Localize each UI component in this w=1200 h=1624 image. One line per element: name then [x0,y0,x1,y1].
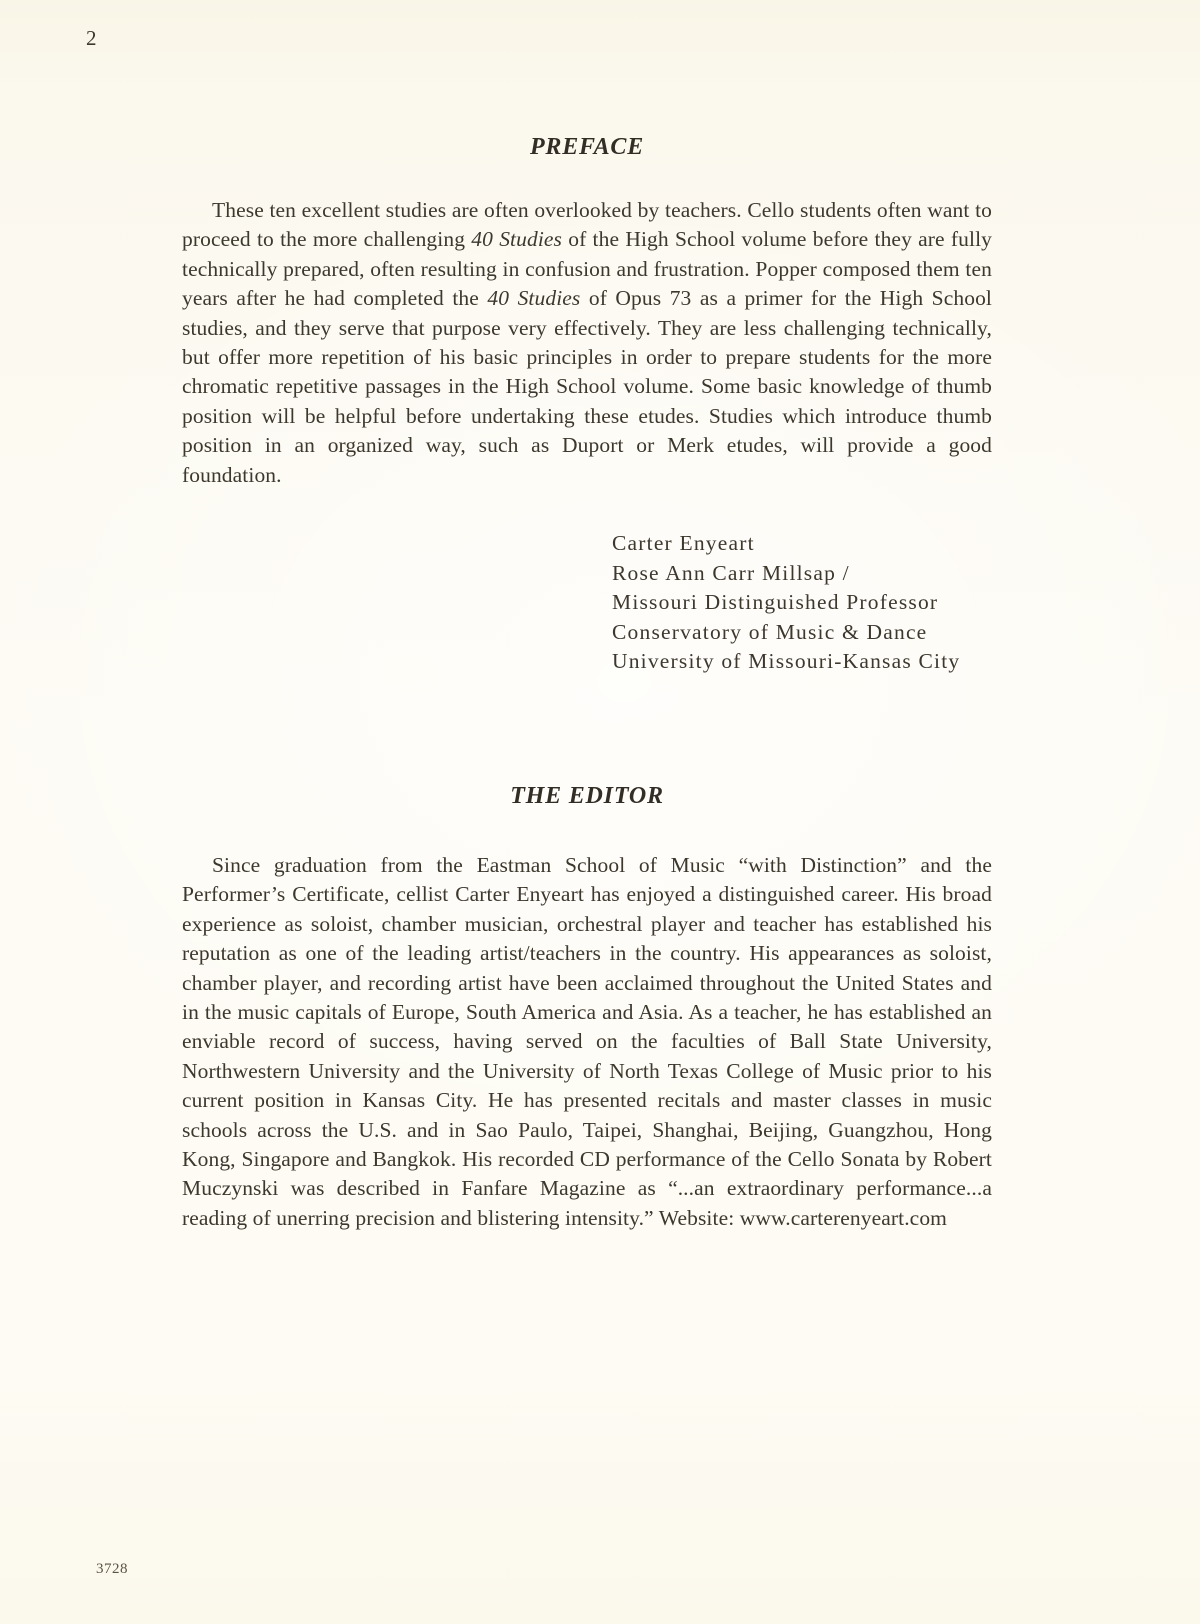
attribution-block [612,529,960,677]
plate-number: 3728 [96,1561,128,1577]
preface-italic-title: 40 Studies [487,286,581,311]
preface-paragraph [182,196,992,490]
preface-heading: PREFACE [529,134,645,160]
preface-text-segment: of Opus 73 as a primer for the High School studies, and they serve that purpose very effectively. They are less challenging technically, but offer more repetition of his basic principles in order to prepare students for the more chromatic repetitive passages in the High School volume. Some basic knowledge of thumb position will be helpful before undertaking these etudes. Studies which introduce thumb position in an organized way, such as Duport or Merk etudes, will provide a good foundation. [182,286,992,487]
preface-italic-title: 40 Studies [471,227,563,252]
page-number: 2 [86,26,97,50]
editor-heading: THE EDITOR [510,783,664,809]
attribution-line-university: University of Missouri-Kansas City [612,649,961,674]
attribution-line-title: Missouri Distinguished Professor [612,590,939,615]
attribution-line-institution: Conservatory of Music & Dance [612,619,928,644]
preface-text-segment: These ten excellent studies are often overlooked by teachers. Cello students often want to proceed to the more challenging [182,198,992,252]
preface-text-segment: of the High School volume before they are fully technically prepared, often resulting in confusion and frustration. Popper composed them ten years after he had completed the [182,227,993,311]
attribution-line-coauthor: Rose Ann Carr Millsap / [612,560,850,585]
attribution-line-author: Carter Enyeart [612,531,755,555]
editor-paragraph: Since graduation from the Eastman School of Music “with Distinction” and the Performer’s Certificate, cellist Carter Enyeart has enjoyed a distinguished career. His broad experience as soloist, chamber musician, orchestral player and teacher has established his reputation as one of the leading artist/teachers in the country. His appearances as soloist, chamber player, and recording artist have been acclaimed throughout the United States and in the music capitals of Europe, South America and Asia. As a teacher, he has established an enviable record of success, having served on the faculties of Ball State University, Northwestern University and the University of North Texas College of Music prior to his current position in Kansas City. He has presented recitals and master classes in music schools across the U.S. and in Sao Paulo, Taipei, Shanghai, Beijing, Guangzhou, Hong Kong, Singapore and Bangkok. His recorded CD performance of the Cello Sonata by Robert Muczynski was described in Fanfare Magazine as “...an extraordinary performance...a reading of unerring precision and blistering intensity.” Website: www.carterenyeart.com [182,853,992,1230]
